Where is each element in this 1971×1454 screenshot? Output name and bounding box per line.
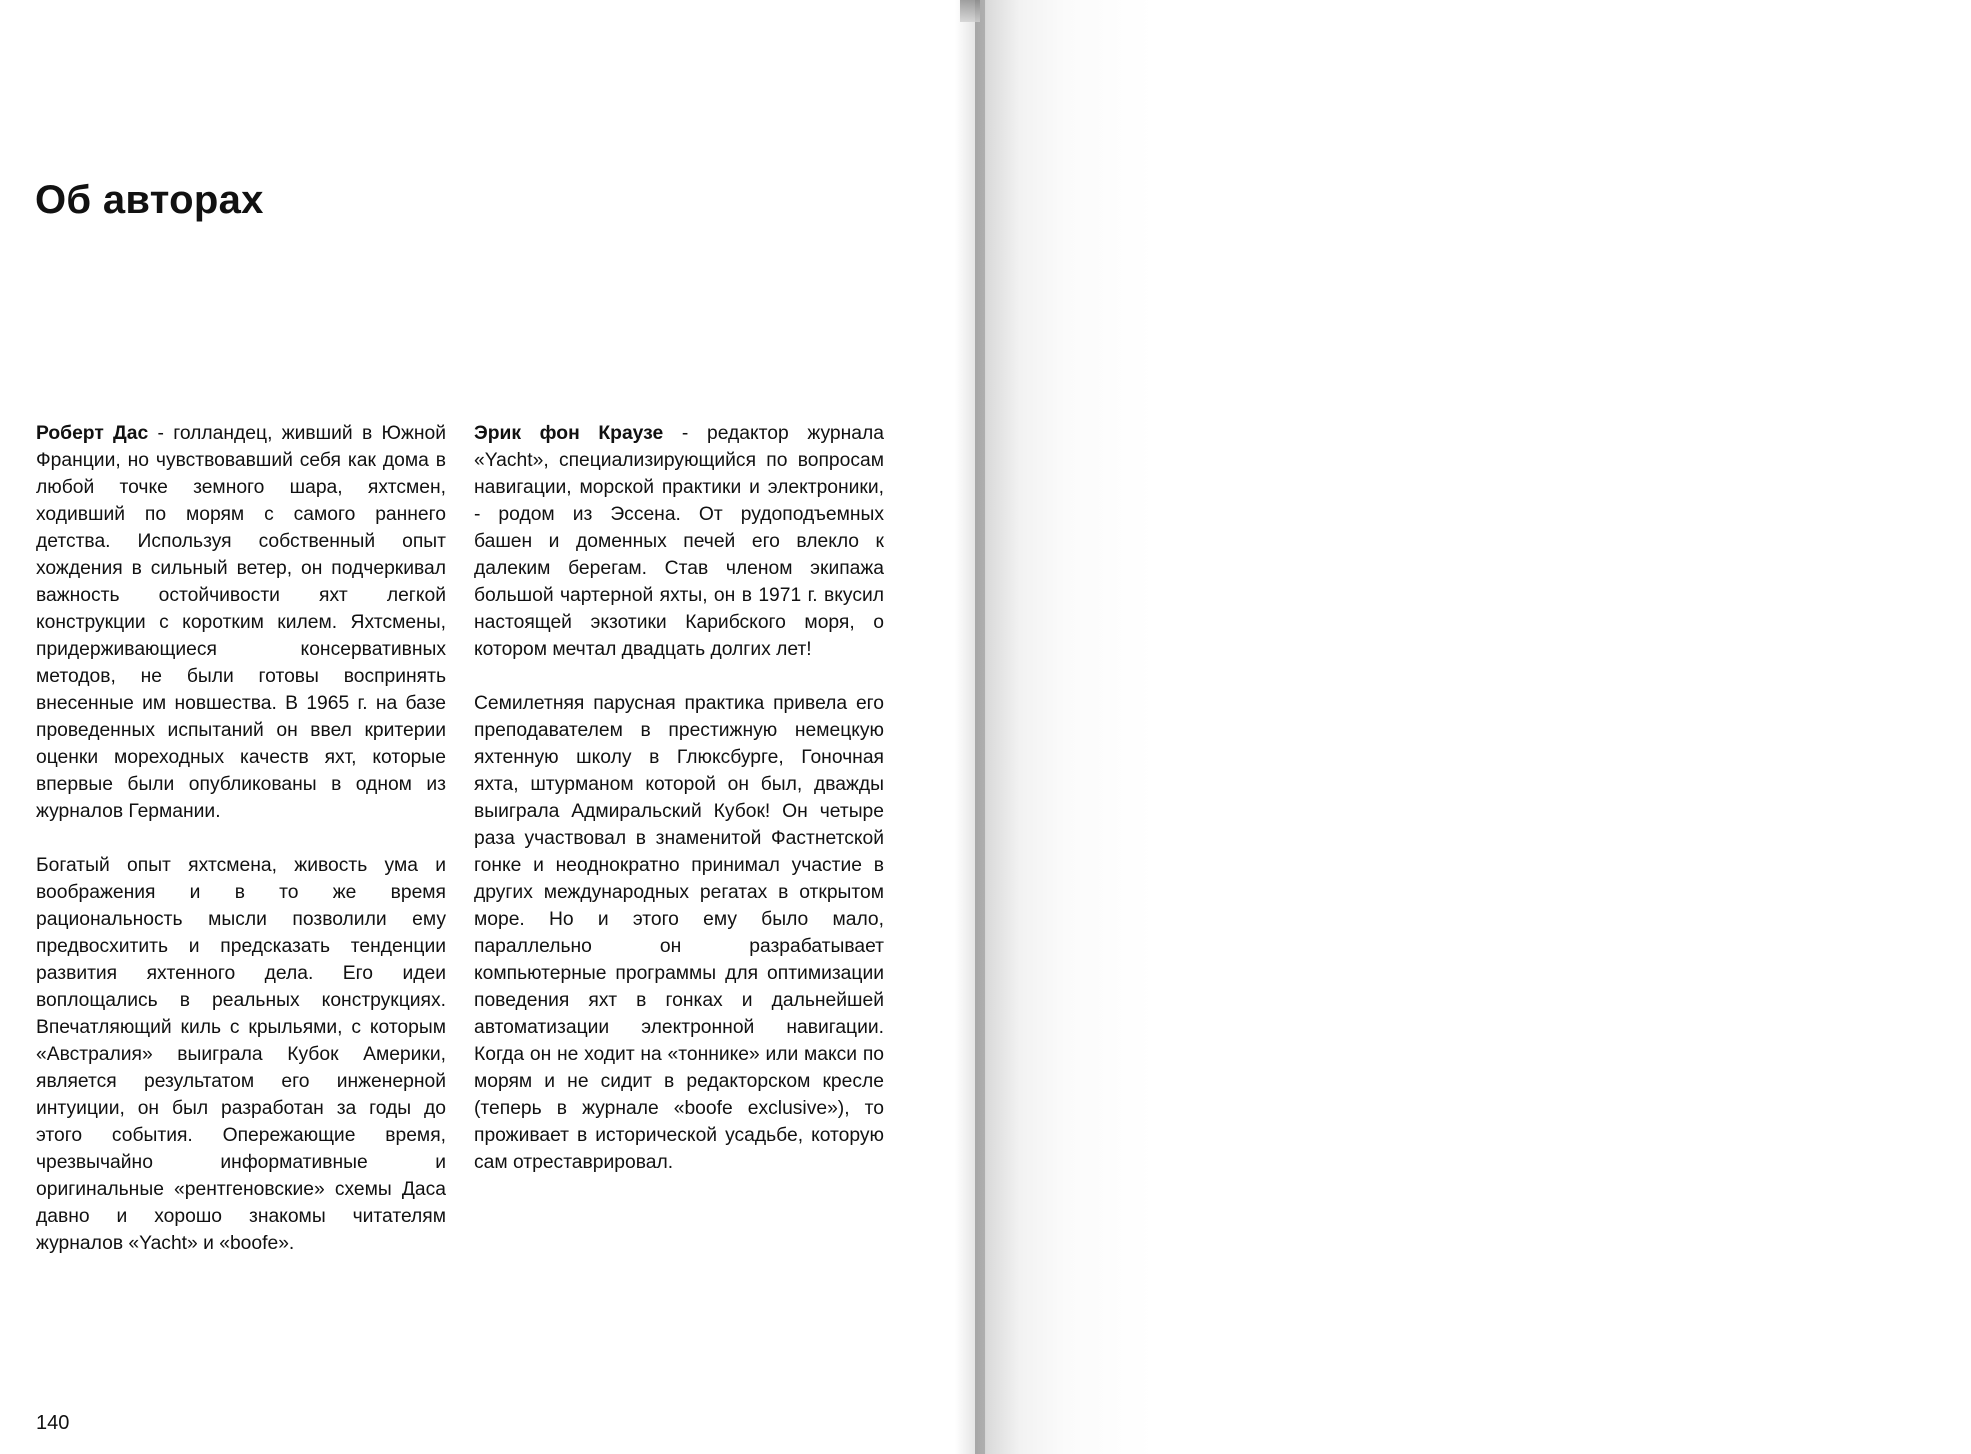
author-bio-paragraph-2: Семилетняя парусная практика привела его преподавателем в престижную немецкую яхтенную школу в Глюксбурге, Гоночная яхта, штурманом которой он был, дважды выиграла Адмиральский Кубок! Он четыре раза участвовал в знаменитой Фастнетской гонке и неоднократно принимал участие в других международных регатах в открытом море. Но и этого ему было мало, параллельно он разрабатывает компьютерные программы для оптимизации поведения яхт в гонках и дальнейшей автоматизации электронной навигации. Когда он не ходит на «тоннике» или макси по морям и не сидит в редакторском кресле (теперь в журнале «boofe exclusive»), то проживает в исторической усадьбе, которую сам отреставрировал. — [474, 693, 884, 1173]
author-bio-text: - редактор журнала «Yacht», специализирующийся по вопросам навигации, морской практики и электроники, - родом из Эссена. От рудоподъемных башен и доменных печей его влекло к далеким берегам. Став членом экипажа большой чартерной яхты, он в 1971 г. вкусил настоящей экзотики Карибского моря, о котором мечтал двадцать долгих лет! — [474, 423, 884, 660]
author-column-krause — [474, 420, 884, 1203]
right-page-blank — [975, 0, 1971, 1454]
author-name: Роберт Дас — [36, 423, 149, 444]
author-column-das — [36, 420, 446, 1284]
book-gutter-shadow — [955, 0, 985, 1454]
author-bio-paragraph — [474, 420, 884, 663]
author-bio-paragraph-2: Богатый опыт яхтсмена, живость ума и воображения и в то же время рациональность мысли позволили ему предвосхитить и предсказать тенденции развития яхтенного дела. Его идеи воплощались в реальных конструкциях. Впечатляющий киль с крыльями, с которым «Австралия» выиграла Кубок Америки, является результатом его инженерной интуиции, он был разработан за годы до этого события. Опережающие время, чрезвычайно информативные и оригинальные «рентгеновские» схемы Даса давно и хорошо знакомы читателям журналов «Yacht» и «boofe». — [36, 855, 446, 1254]
left-page — [0, 0, 980, 1454]
page-title: Об авторах — [35, 178, 264, 222]
author-bio-paragraph — [36, 420, 446, 825]
author-name: Эрик фон Краузе — [474, 423, 664, 444]
author-bio-text: - голландец, живший в Южной Франции, но чувствовавший себя как дома в любой точке земного шара, яхтсмен, ходивший по морям с самого раннего детства. Используя собственный опыт хождения в сильный ветер, он подчеркивал важность остойчивости яхт легкой конструкции с коротким килем. Яхтсмены, придерживающиеся консервативных методов, не были готовы воспринять внесенные им новшества. В 1965 г. на базе проведенных испытаний он ввел критерии оценки мореходных качеств яхт, которые впервые были опубликованы в одном из журналов Германии. — [36, 423, 447, 822]
page-number: 140 — [36, 1412, 70, 1434]
scan-corner-mark — [960, 0, 980, 22]
